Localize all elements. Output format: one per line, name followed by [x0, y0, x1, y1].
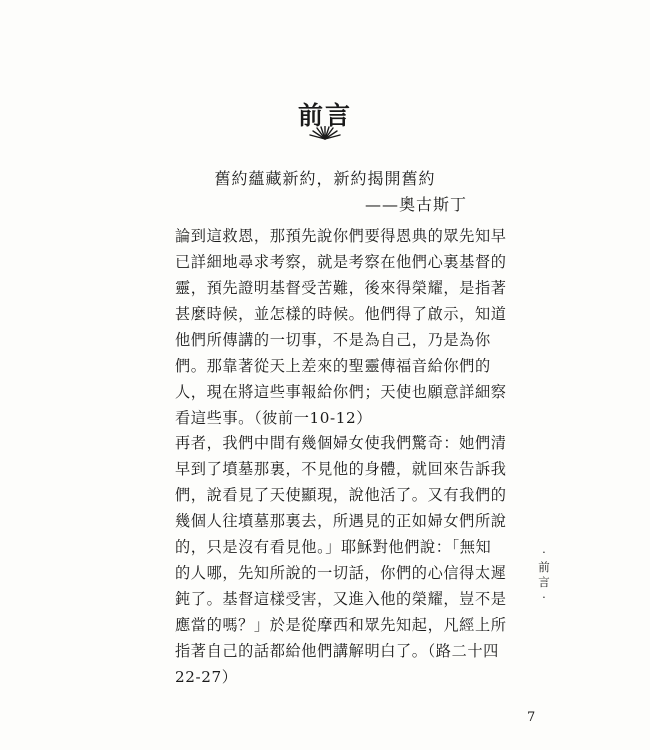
running-head-dot: ·: [542, 545, 546, 559]
running-head: [537, 545, 551, 605]
running-head-char: 言: [538, 575, 550, 589]
text-line: 的，只是沒有看見他。」耶穌對他們說：「無知: [175, 538, 492, 556]
text-line: 早到了墳墓那裏，不見他的身體，就回來告訴我: [175, 460, 507, 478]
page-number: 7: [527, 710, 536, 725]
text-line: 鈍了。基督這樣受害，又進入他的榮耀，豈不是: [175, 590, 507, 608]
text-line: 靈，預先證明基督受苦難，後來得榮耀，是指著: [175, 279, 507, 297]
text-line: 已詳細地尋求考察，就是考察在他們心裏基督的: [175, 253, 507, 271]
epigraph-attribution: ——奧古斯丁: [365, 195, 468, 214]
page-title: 前言: [297, 101, 352, 130]
text-line: 們。那靠著從天上差來的聖靈傳福音給你們的: [175, 357, 491, 375]
scripture-paragraph: [175, 223, 507, 431]
text-line: 人，現在將這些事報給你們；天使也願意詳細察: [175, 383, 507, 401]
text-line: 論到這救恩，那預先說你們要得恩典的眾先知早: [175, 227, 507, 245]
text-line: 甚麼時候，並怎樣的時候。他們得了啟示，知道: [175, 305, 507, 323]
running-head-char: 前: [538, 560, 550, 574]
text-line: 的人哪，先知所說的一切話，你們的心信得太遲: [175, 564, 507, 582]
text-line: 應當的嗎？」於是從摩西和眾先知起，凡經上所: [175, 616, 507, 634]
text-line: 再者，我們中間有幾個婦女使我們驚奇：她們清: [175, 434, 507, 452]
text-line: 幾個人往墳墓那裏去，所遇見的正如婦女們所說: [175, 512, 507, 530]
text-line: 指著自己的話都給他們講解明白了。（路二十四: [175, 642, 499, 660]
text-line: 們，說看見了天使顯現，說他活了。又有我們的: [175, 486, 507, 504]
text-line: 他們所傳講的一切事，不是為自己，乃是為你: [175, 331, 491, 349]
text-line: 22-27）: [175, 668, 238, 686]
running-head-dot: ·: [542, 590, 546, 604]
epigraph-quote: 舊約蘊藏新約，新約揭開舊約: [214, 169, 436, 188]
fan-ornament-icon: [308, 126, 342, 140]
text-line: 看這些事。（彼前一10-12）: [175, 409, 373, 427]
scripture-paragraph: [175, 430, 507, 690]
